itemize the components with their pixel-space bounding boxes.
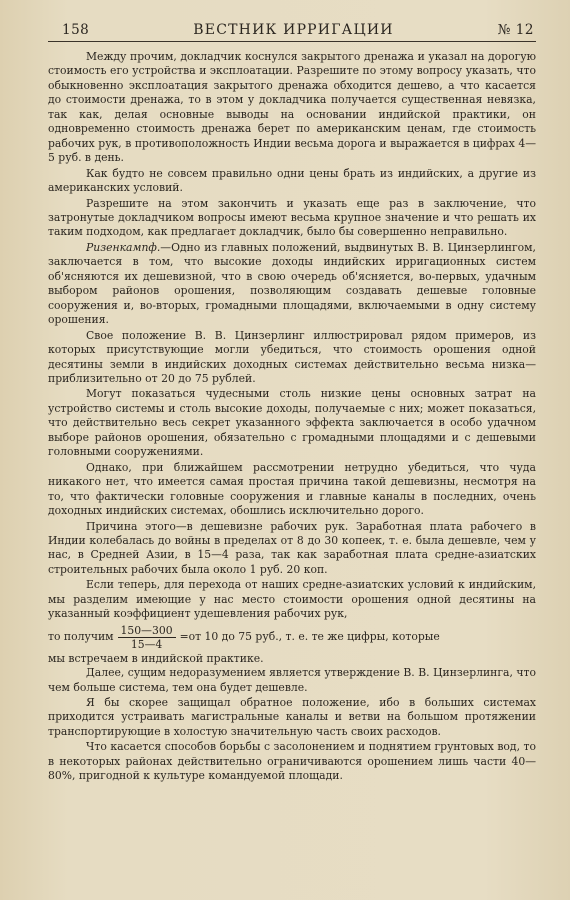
article-body xyxy=(48,50,536,784)
fraction xyxy=(118,624,176,651)
paragraph: Разрешите на этом закончить и указать еще раз в заключение, что затронутые докладчиком вопросы имеют весьма крупное значение и что решать их таким подходом, как предлагает докладчик, было бы совершенно неправильно. xyxy=(48,196,536,239)
paragraph-text: —Одно из главных положений, выдвинутых В. В. Цинзерлингом, заключается в том, что высокие доходы индийских ирригационных систем об'ясняются их дешевизной, что в свою очередь об'ясняется, во-первых, удачным выбором районов орошения, позволяющим создавать дешевые головные сооружения и, во-вторых, громадными площадями, включаемыми в одну систему орошения. xyxy=(48,240,536,327)
paragraph: Свое положение В. В. Цинзерлинг иллюстрировал рядом примеров, из которых присутствующие могли убедиться, что стоимость орошения одной десятины земли в индийских доходных системах действительно весьма низка—приблизительно от 20 до 75 рублей. xyxy=(48,328,536,385)
paragraph: Как будто не совсем правильно одни цены брать из индийских, а другие из американских условий. xyxy=(48,166,536,195)
paragraph: Что касается способов борьбы с засолонением и поднятием грунтовых вод, то в некоторых районах действительно ограничиваются орошением лишь части 40—80%, пригодной к культуре командуемой площади. xyxy=(48,740,536,783)
paragraph: Я бы скорее защищал обратное положение, ибо в больших системах приходится устраивать магистральные каналы и ветви на большом протяжении транспортирующие в холостую значительную часть своих расходов. xyxy=(48,696,536,738)
paragraph: Между прочим, докладчик коснулся закрытого дренажа и указал на дорогую стоимость его устройства и эксплоатации. Разрешите по этому вопросу указать, что обыкновенно эксплоатация закрытого дренажа обходится дешево, а что касается до стоимости дренажа, то в этом у докладчика получается существенная невязка, так как, делая основные выводы на основании индийской практики, он одновременно стоимость дренажа берет по американским ценам, где стоимость рабочих рук, в противоположность Индии весьма дорога и выражается в цифрах 4—5 руб. в день. xyxy=(48,50,536,165)
journal-title: ВЕСТНИК ИРРИГАЦИИ xyxy=(193,22,394,38)
page-number: 158 xyxy=(62,22,90,38)
paragraph: Однако, при ближайшем рассмотрении нетрудно убедиться, что чуда никакого нет, что имеется самая простая причина такой дешевизны, несмотря на то, что фактически головные сооружения и главные каналы в последних, очень доходных индийских системах, обошлись исключительно дорого. xyxy=(48,460,536,518)
paragraph: Далее, сущим недоразумением является утверждение В. В. Цинзерлинга, что чем больше система, тем она будет дешевле. xyxy=(48,666,536,694)
formula-prefix: то получим xyxy=(48,629,114,643)
speaker-name: Ризенкампф. xyxy=(86,240,161,254)
formula-result: =от 10 до 75 руб., т. е. те же цифры, которые xyxy=(179,629,440,643)
running-header xyxy=(48,22,536,42)
paragraph: Если теперь, для перехода от наших средне-азиатских условий к индийским, мы разделим имеющие у нас место стоимости орошения одной десятины на указанный коэффициент удешевления рабочих рук, xyxy=(48,578,536,621)
fraction-numerator: 150—300 xyxy=(118,624,176,638)
paragraph: Могут показаться чудесными столь низкие цены основных затрат на устройство системы и столь высокие доходы, получаемые с них; может показаться, что действительно весь секрет указанного эффекта заключается в особо удачном выборе районов орошения, обязательно с громадными площадями и с дешевыми головными сооружениями. xyxy=(48,387,536,459)
issue-number: № 12 xyxy=(497,22,534,38)
fraction-denominator: 15—4 xyxy=(130,637,163,651)
paragraph: Причина этого—в дешевизне рабочих рук. Заработная плата рабочего в Индии колебалась до войны в пределах от 8 до 30 копеек, т. е. была дешевле, чем у нас, в Средней Азии, в 15—4 раза, так как заработная плата средне-азиатских строительных рабочих была около 1 руб. 20 коп. xyxy=(48,519,536,576)
formula-continuation: мы встречаем в индийской практике. xyxy=(48,651,264,665)
paragraph xyxy=(48,241,536,328)
formula-line xyxy=(48,624,536,651)
